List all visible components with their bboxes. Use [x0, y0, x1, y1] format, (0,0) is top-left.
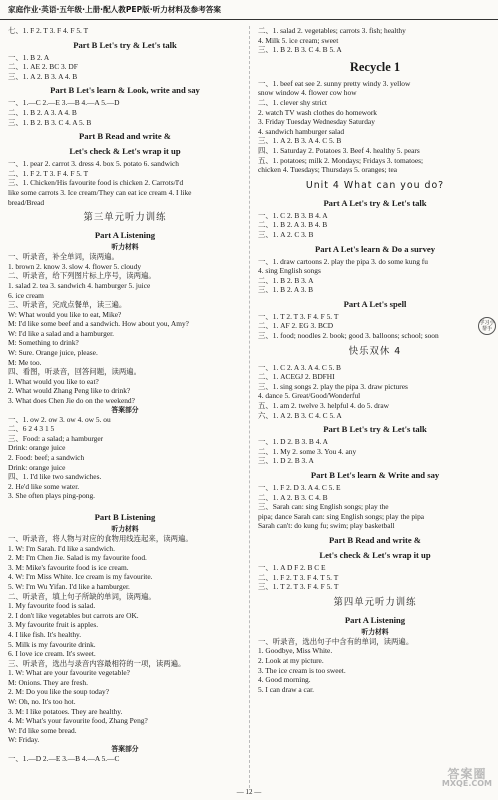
section-heading: Part B Let's try & Let's talk — [323, 424, 427, 435]
answer-line: 2. I don't like vegetables but carrots are OK. — [8, 610, 139, 620]
answer-line: 一、1. F 2. D 3. A 4. C 5. E — [258, 483, 341, 492]
answer-line: 2. What would Zhang Peng like to drink? — [8, 386, 131, 396]
answer-line: 一、1. B 2. A — [8, 52, 50, 62]
answer-line: pipa; dance Sarah can: sing English songs; play the pipa — [258, 511, 425, 521]
subsection-label: 答案部分 — [111, 745, 139, 754]
answer-line: 一、1. beef eat see 2. sunny pretty windy 3. yellow — [258, 78, 411, 88]
answer-line: 二、6 2 4 3 1 5 — [8, 424, 55, 434]
answer-line: 三、1. A 2. B 3. A 4. C 5. B — [258, 136, 342, 146]
answer-line: 二、听录音，给下列图片标上序号，读两遍。 — [8, 271, 156, 281]
answer-line: M: Onions. They are fresh. — [8, 677, 88, 687]
answer-line: 4. Milk 5. ice cream; sweet — [258, 35, 339, 45]
answer-line: 1. Goodbye, Miss White. — [258, 646, 333, 656]
answer-line: 三、1. B 2. B 3. C 4. A 5. B — [8, 117, 92, 127]
answer-line: 1. brown 2. know 3. slow 4. flower 5. cloudy — [8, 261, 142, 271]
answer-line: 二、1. F 2. T 3. F 4. F 5. T — [8, 168, 89, 178]
answer-line: bread/Bread — [8, 197, 45, 207]
answer-line: 一、听录音，将人物与对应的食物用线连起来，读两遍。 — [8, 533, 193, 543]
answer-line: 五、1. am 2. twelve 3. helpful 4. do 5. draw — [258, 401, 389, 411]
answer-line: 六、1. A 2. B 3. C 4. C 5. A — [258, 410, 342, 420]
spacer — [8, 501, 242, 508]
page-header: 家庭作业·英语·五年级·上册·配人教PEP版·听力材料及参考答案 — [0, 0, 498, 20]
answer-line: 一、1.—C 2.—E 3.—B 4.—A 5.—D — [8, 98, 120, 108]
answer-line: 一、1.—D 2.—E 3.—B 4.—A 5.—C — [8, 754, 120, 764]
watermark-line2: MXQE.COM — [441, 779, 492, 788]
answer-line: 二、1. A 2. B 3. C 4. B — [258, 492, 328, 502]
watermark-line1: 答案圈 — [447, 767, 487, 781]
answer-line: Drink: orange juice — [8, 462, 66, 472]
section-heading: Part A Let's try & Let's talk — [323, 197, 427, 208]
answer-line: 3. My favourite fruit is apples. — [8, 620, 99, 630]
answer-line: M: Something to drink? — [8, 338, 79, 348]
answer-line: chicken 4. Tuesdays; Thursdays 5. oranges; tea — [258, 165, 398, 175]
section-heading: Part B Let's learn & Write and say — [310, 470, 440, 480]
answer-line: 2. M: Do you like the soup today? — [8, 687, 109, 697]
answer-line: 4. dance 5. Great/Good/Wonderful — [258, 391, 361, 401]
answer-line: 一、1. C 2. B 3. B 4. A — [258, 210, 328, 220]
answer-line: 一、1. draw cartoons 2. play the pipa 3. do some kung fu — [258, 256, 428, 266]
answer-line: 4. sandwich hamburger salad — [258, 126, 345, 136]
answer-line: 6. I love ice cream. It's sweet. — [8, 649, 96, 659]
answer-line: 二、1. ACEGJ 2. BDFHI — [258, 372, 335, 382]
answer-line: 3. She often plays ping-pong. — [8, 491, 96, 501]
answer-line: 三、1. A 2. C 3. B — [258, 229, 314, 239]
answer-line: 三、1. food; noodles 2. book; good 3. balloons; school; soon — [258, 331, 439, 341]
answer-line: 一、1. D 2. B 3. B 4. A — [258, 437, 329, 447]
answer-line: 二、1. B 2. B 3. A — [258, 275, 314, 285]
answer-line: 2. M: I'm Chen Jie. Salad is my favourite food. — [8, 553, 147, 563]
section-heading: Part B Read and write & — [329, 534, 421, 545]
answer-line: 三、1. A 2. B 3. A 4. B — [8, 71, 78, 81]
answer-line: W: I'd like some bread. — [8, 725, 77, 735]
answer-line: Sarah can't: do kung fu; swim; play basketball — [258, 521, 395, 531]
answer-line: 1. W: I'm Sarah. I'd like a sandwich. — [8, 543, 115, 553]
answer-line: Drink: orange juice — [8, 443, 66, 453]
unit-heading: 快乐双休 4 — [348, 345, 402, 357]
answer-line: 一、1. C 2. A 3. A 4. C 5. B — [258, 362, 341, 372]
answer-line: 3. The ice cream is too sweet. — [258, 665, 346, 675]
answer-line: 1. What would you like to eat? — [8, 376, 99, 386]
answer-line: 6. ice cream — [8, 290, 44, 300]
answer-line: 三、1. sing songs 2. play the pipa 3. draw pictures — [258, 381, 408, 391]
answer-line: 一、1. ow 2. ow 3. ow 4. ow 5. ou — [8, 414, 111, 424]
answer-line: 二、1. My 2. some 3. You 4. any — [258, 446, 357, 456]
answer-line: 五、1. potatoes; milk 2. Mondays; Fridays 3. tomatoes; — [258, 155, 424, 165]
answer-line: 4. Good morning. — [258, 675, 311, 685]
column-divider — [249, 26, 250, 788]
answer-line: 四、1. Saturday 2. Potatoes 3. Beef 4. healthy 5. pears — [258, 145, 420, 155]
stamp-badge: 学习小帮手 — [478, 317, 496, 335]
answer-line: 5. Milk is my favourite drink. — [8, 639, 96, 649]
answer-line: 二、1. salad 2. vegetables; carrots 3. fish; healthy — [258, 26, 406, 35]
answer-line: 4. sing English songs — [258, 266, 321, 276]
section-heading: Part B Read and write & — [79, 131, 171, 142]
answer-line: W: What would you like to eat, Mike? — [8, 309, 122, 319]
section-heading: Part A Let's spell — [343, 298, 407, 309]
section-heading: Part A Listening — [344, 614, 406, 625]
answer-line: 一、1. pear 2. carrot 3. dress 4. box 5. potato 6. sandwich — [8, 159, 179, 169]
answer-line: 三、1. D 2. B 3. A — [258, 456, 314, 466]
answer-line: W: I'd like a salad and a hamburger. — [8, 328, 114, 338]
answer-line: 二、1. B 2. A 3. B 4. B — [258, 220, 328, 230]
section-heading: Part B Listening — [94, 511, 156, 522]
answer-line: 3. What does Chen Jie do on the weekend? — [8, 396, 135, 406]
section-heading: Let's check & Let's wrap it up — [69, 146, 181, 157]
answer-line: 4. I like fish. It's healthy. — [8, 629, 82, 639]
unit-heading: 第三单元听力训练 — [83, 212, 167, 224]
answer-line: like some carrots 3. Ice cream/They can eat ice cream 4. I like — [8, 187, 192, 197]
watermark-logo — [441, 767, 492, 788]
answer-line: M: I'd like some beef and a sandwich. How about you, Amy? — [8, 319, 189, 329]
answer-line: 二、1. F 2. T 3. F 4. T 5. T — [258, 572, 339, 582]
answer-line: M: Me too. — [8, 357, 42, 367]
recycle-heading: Recycle 1 — [349, 59, 401, 74]
answer-line: 三、听录音，选出与录音内容最相符的一项，读两遍。 — [8, 658, 186, 668]
answer-line: 三、听录音，完成点餐单，读三遍。 — [8, 300, 127, 310]
left-column — [8, 26, 242, 764]
answer-line: 三、1. Chicken/His favourite food is chicken 2. Carrots/I'd — [8, 178, 184, 188]
section-heading: Let's check & Let's wrap it up — [319, 549, 431, 560]
answer-line: 二、1. AF 2. EG 3. BCD — [258, 321, 334, 331]
subsection-label: 答案部分 — [111, 405, 139, 414]
answer-line: 三、1. T 2. T 3. F 4. F 5. T — [258, 582, 339, 592]
answer-line: W: Oh, no. It's too hot. — [8, 697, 76, 707]
answer-line: 二、听录音，填上句子所缺的单词，读两遍。 — [8, 591, 156, 601]
subsection-label: 听力材料 — [111, 524, 139, 533]
section-heading: Part B Let's learn & Look, write and say — [50, 85, 200, 96]
answer-line: 2. Look at my picture. — [258, 655, 324, 665]
answer-line: 3. M: I like potatoes. They are healthy. — [8, 706, 123, 716]
answer-line: 三、1. B 2. A 3. B — [258, 285, 314, 295]
answer-line: 3. M: Mike's favourite food is ice cream. — [8, 562, 129, 572]
answer-line: 二、1. B 2. A 3. A 4. B — [8, 107, 77, 117]
answer-line: snow window 4. flower cow how — [258, 88, 357, 98]
answer-line: 2. watch TV wash clothes do homework — [258, 107, 377, 117]
subsection-label: 听力材料 — [361, 627, 389, 636]
answer-line: 一、1. T 2. T 3. F 4. F 5. T — [258, 311, 339, 321]
answer-line: 一、听录音，补全单词，读两遍。 — [8, 252, 119, 262]
answer-line: 1. W: What are your favourite vegetable? — [8, 668, 130, 678]
answer-line: 5. W: I'm Wu Yifan. I'd like a hamburger. — [8, 581, 130, 591]
answer-line: 三、1. B 2. B 3. C 4. B 5. A — [258, 45, 342, 55]
section-heading: Part B Let's try & Let's talk — [73, 39, 177, 50]
answer-line: 2. Food: beef; a sandwich — [8, 453, 85, 462]
answer-line: 1. salad 2. tea 3. sandwich 4. hamburger 5. juice — [8, 280, 151, 290]
answer-line: 二、1. AE 2. BC 3. DF — [8, 62, 78, 72]
answer-line: W: Sure. Orange juice, please. — [8, 348, 98, 358]
answer-line: 4. M: What's your favourite food, Zhang Peng? — [8, 716, 148, 726]
answer-line: 4. W: I'm Miss White. Ice cream is my favourite. — [8, 572, 153, 582]
section-heading: Part A Let's learn & Do a survey — [314, 243, 436, 254]
answer-line: 二、1. clever shy strict — [258, 97, 327, 107]
section-heading: Part A Listening — [94, 230, 156, 241]
right-column — [258, 26, 492, 694]
answer-line: 2. He'd like some water. — [8, 481, 80, 491]
answer-line: 一、1. A D F 2. B C E — [258, 562, 326, 572]
answer-line: 四、看图，听录音，回答问题，读两遍。 — [8, 367, 142, 377]
page-number: — 12 — — [236, 788, 262, 796]
unit-heading: 第四单元听力训练 — [333, 596, 417, 608]
subsection-label: 听力材料 — [111, 243, 139, 252]
answer-line: 一、听录音，选出句子中含有的单词，读两遍。 — [258, 636, 414, 646]
answer-line: 四、1. I'd like two sandwiches. — [8, 472, 102, 482]
answer-line: 七、1. F 2. T 3. F 4. F 5. T — [8, 26, 89, 35]
answer-line: 三、Sarah can: sing English songs; play the — [258, 502, 389, 512]
answer-line: 1. My favourite food is salad. — [8, 601, 96, 611]
unit-heading: Unit 4 What can you do? — [305, 179, 445, 191]
answer-line: 3. Friday Tuesday Wednesday Saturday — [258, 117, 375, 127]
answer-line: W: Friday. — [8, 735, 40, 745]
answer-line: 5. I can draw a car. — [258, 684, 315, 694]
answer-line: 三、Food: a salad; a hamburger — [8, 433, 104, 443]
